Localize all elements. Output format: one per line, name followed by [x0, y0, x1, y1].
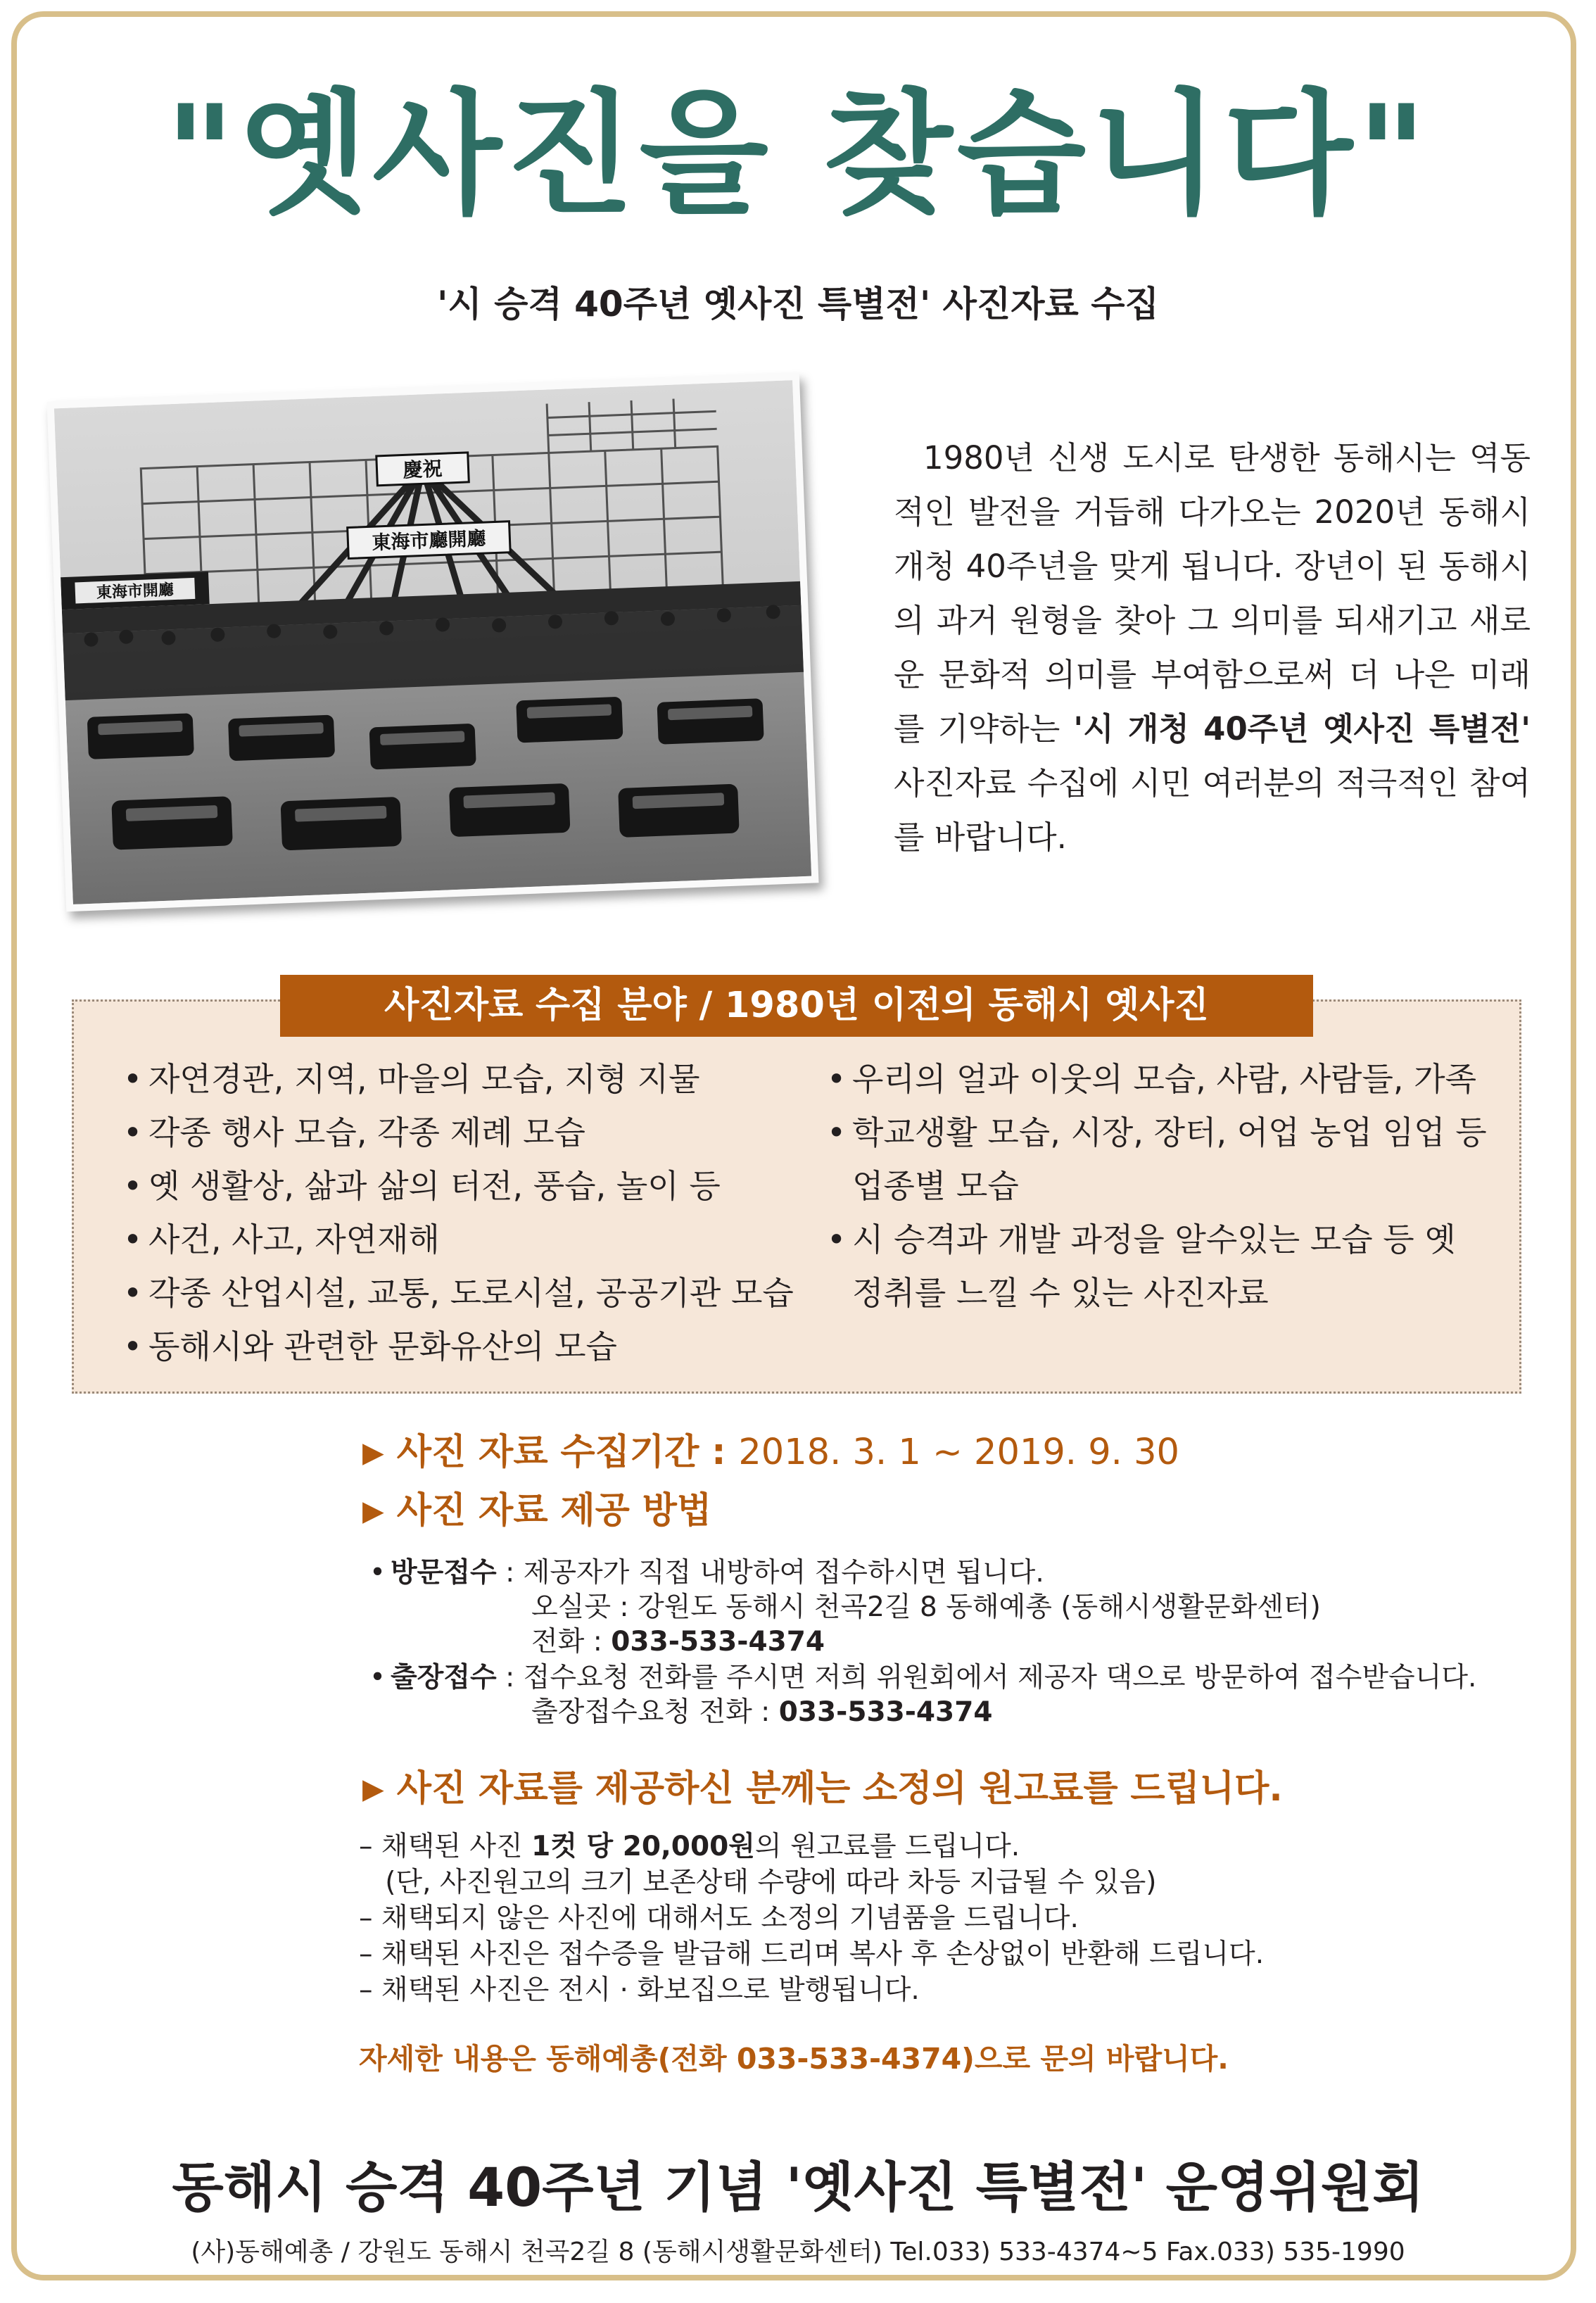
reward-line: – 채택된 사진은 접수증을 발급해 드리며 복사 후 손상없이 반환해 드립니다. [359, 1938, 1265, 1970]
collection-fields-right [827, 1052, 1495, 1320]
organizer-address: (사)동해예총 / 강원도 동해시 천곡2길 8 (동해시생활문화센터) Tel.033) 533-4374~5 Fax.033) 535-1990 [191, 2238, 1405, 2266]
list-item: • 사건, 사고, 자연재해 [123, 1213, 827, 1266]
list-item: • 학교생활 모습, 시장, 장터, 어업 농업 임업 등 업종별 모습 [827, 1106, 1495, 1213]
reward-note: (단, 사진원고의 크기 보존상태 수량에 따라 차등 지급될 수 있음) [385, 1867, 1157, 1898]
collection-period: ▶ 사진 자료 수집기간 : 2018. 3. 1 ~ 2019. 9. 30 [362, 1432, 1179, 1473]
photo-sign-side: 東海市開廳 [96, 581, 175, 602]
reward-heading: ▶ 사진 자료를 제공하신 분께는 소정의 원고료를 드립니다. [362, 1768, 1283, 1810]
list-item: • 각종 산업시설, 교통, 도로시설, 공공기관 모습 [123, 1266, 827, 1320]
photo-sign-main: 東海市廳開廳 [371, 528, 487, 555]
reward-line: – 채택된 사진 1컷 당 20,000원의 원고료를 드립니다. [359, 1831, 1020, 1862]
poster-headline: "옛사진을 찾습니다" [165, 77, 1431, 232]
list-item: • 자연경관, 지역, 마을의 모습, 지형 지물 [123, 1052, 827, 1106]
reward-list [359, 1829, 1264, 2008]
reward-amount: 1컷 당 20,000원 [531, 1831, 755, 1862]
collection-fields-left [123, 1052, 827, 1373]
contact-note: 자세한 내용은 동해예총(전화 033-533-4374)으로 문의 바랍니다. [359, 2042, 1229, 2076]
method-visit-label: 방문접수 [391, 1557, 497, 1589]
triangle-bullet-icon: ▶ [362, 1495, 384, 1527]
method-visit-phone: 033-533-4374 [611, 1626, 825, 1658]
method-trip-phone: 033-533-4374 [778, 1696, 993, 1728]
organizer-name: 동해시 승격 40주년 기념 '옛사진 특별전' 운영위원회 [172, 2156, 1424, 2219]
method-visit-place: 오실곳 : 강원도 동해시 천곡2길 8 동해예총 (동해시생활문화센터) [531, 1591, 1321, 1623]
method-visit: • 방문접수 : 제공자가 직접 내방하여 접수하시면 됩니다. 오실곳 : 강원도 동해시 천곡2길 8 동해예총 (동해시생활문화센터) 전화 : 033-533-4374 [369, 1557, 1321, 1658]
historic-photo [49, 380, 823, 915]
list-item: • 각종 행사 모습, 각종 제례 모습 [123, 1106, 827, 1159]
reward-line: – 채택된 사진은 전시 · 화보집으로 발행됩니다. [359, 1974, 920, 2006]
photo-image [54, 380, 811, 904]
triangle-bullet-icon: ▶ [362, 1773, 384, 1805]
list-item: • 시 승격과 개발 과정을 알수있는 모습 등 옛 정취를 느낄 수 있는 사진자료 [827, 1213, 1495, 1320]
collection-period-value: 2018. 3. 1 ~ 2019. 9. 30 [738, 1432, 1179, 1473]
list-item: • 옛 생활상, 삶과 삶의 터전, 풍습, 놀이 등 [123, 1159, 827, 1213]
method-trip: • 출장접수 : 접수요청 전화를 주시면 저희 위원회에서 제공자 댁으로 방문하여 접수받습니다. 출장접수요청 전화 : 033-533-4374 [369, 1662, 1477, 1728]
intro-paragraph: 1980년 신생 도시로 탄생한 동해시는 역동적인 발전을 거듭해 다가오는 2020년 동해시 개청 40주년을 맞게 됩니다. 장년이 된 동해시의 과거 원형을 찾아 그 의미를 되새기고 새로운 문화적 의미를 부여함으로써 더 나은 미래를 기약하는 '시 개청 40주년 옛사진 특별전' 사진자료 수집에 시민 여러분의 적극적인 참여를 바랍니다. [894, 439, 1531, 856]
intro-exhibition-name: '시 개청 40주년 옛사진 특별전' [1073, 710, 1531, 747]
triangle-bullet-icon: ▶ [362, 1437, 384, 1469]
method-heading: ▶ 사진 자료 제공 방법 [362, 1490, 712, 1532]
reward-line: – 채택되지 않은 사진에 대해서도 소정의 기념품을 드립니다. [359, 1903, 1079, 1934]
method-trip-label: 출장접수 [391, 1662, 497, 1693]
photo-print [46, 373, 818, 912]
list-item: • 동해시와 관련한 문화유산의 모습 [123, 1320, 827, 1373]
list-item: • 우리의 얼과 이웃의 모습, 사람, 사람들, 가족 [827, 1052, 1495, 1106]
poster-subtitle: '시 승격 40주년 옛사진 특별전' 사진자료 수집 [437, 284, 1159, 324]
photo-sign-top: 慶祝 [402, 457, 443, 482]
collection-fields-title: 사진자료 수집 분야 / 1980년 이전의 동해시 옛사진 [280, 975, 1313, 1037]
